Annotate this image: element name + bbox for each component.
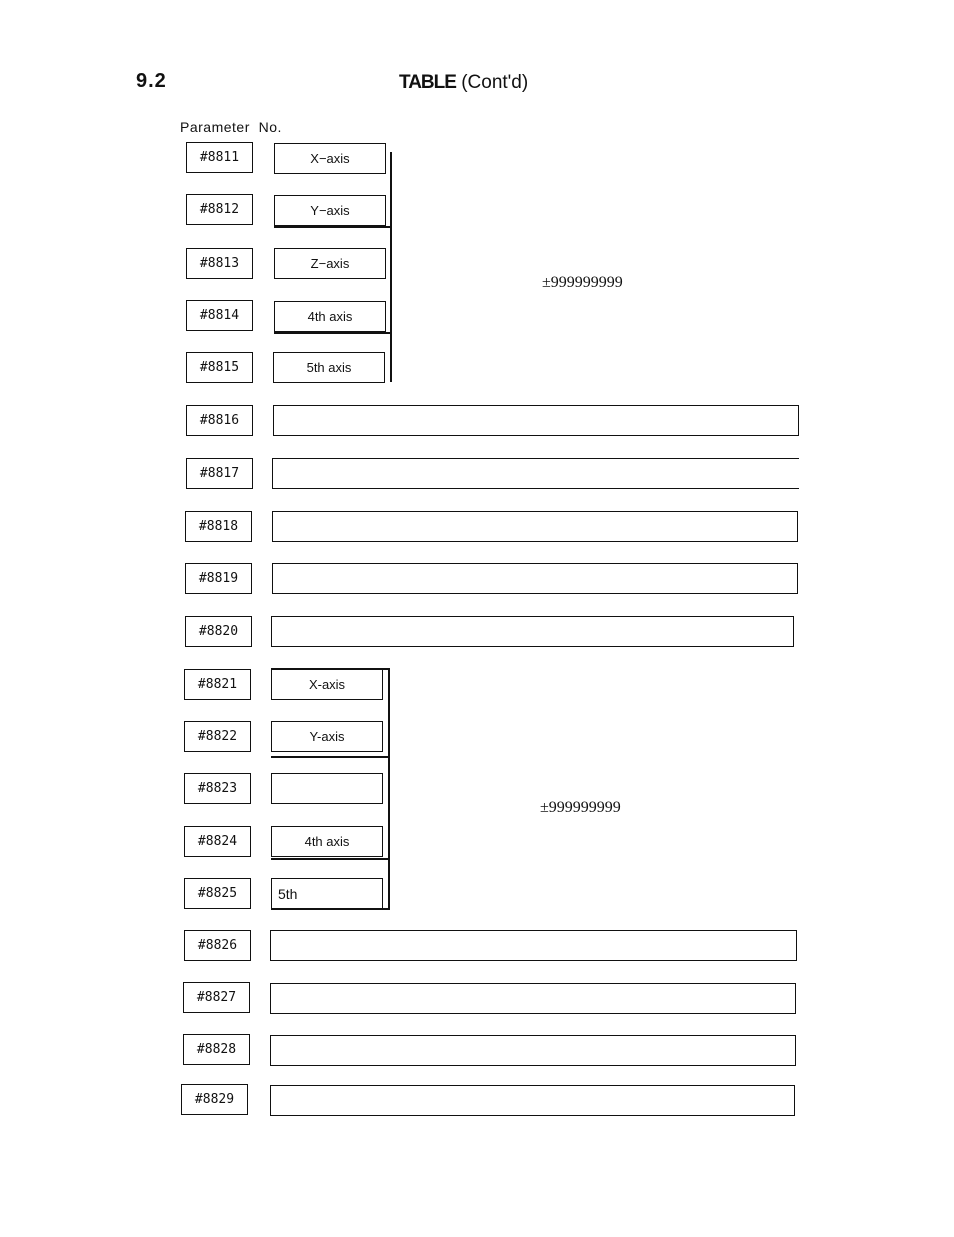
axis-z-box-2	[271, 773, 383, 804]
axis-4th-box: 4th axis	[274, 301, 386, 332]
value-box-8816	[273, 405, 799, 436]
param-8812: #8812	[186, 194, 253, 225]
group1-bracket	[390, 152, 392, 382]
axis-x-box: X−axis	[274, 143, 386, 174]
param-8819: #8819	[185, 563, 252, 594]
group2-bracket	[388, 668, 390, 910]
param-8828: #8828	[183, 1034, 250, 1065]
section-number: 9.2	[136, 70, 167, 92]
group2-bottom-line	[271, 908, 389, 910]
axis-y-box-2: Y-axis	[271, 721, 383, 752]
param-8826: #8826	[184, 930, 251, 961]
group1-divider	[274, 226, 391, 228]
parameter-number-label: Parameter No.	[180, 119, 282, 135]
param-8813: #8813	[186, 248, 253, 279]
param-8825: #8825	[184, 878, 251, 909]
group2-divider	[271, 756, 389, 758]
group2-top-line	[271, 668, 389, 670]
axis-5th-box: 5th axis	[273, 352, 385, 383]
title-contd: (Cont'd)	[455, 72, 529, 93]
param-8823: #8823	[184, 773, 251, 804]
range-text-1: ±999999999	[542, 274, 623, 291]
value-box-8826	[270, 930, 797, 961]
axis-5th-box-2: 5th	[271, 878, 383, 909]
axis-y-box: Y−axis	[274, 195, 386, 226]
group2-divider	[271, 858, 389, 860]
value-box-8819	[272, 563, 798, 594]
value-box-8827	[270, 983, 796, 1014]
range-text-2: ±999999999	[540, 799, 621, 816]
param-8818: #8818	[185, 511, 252, 542]
group1-divider	[274, 332, 391, 334]
value-box-8817	[272, 458, 799, 489]
param-8815: #8815	[186, 352, 253, 383]
param-8824: #8824	[184, 826, 251, 857]
axis-x-box-2: X-axis	[271, 669, 383, 700]
value-box-8818	[272, 511, 798, 542]
param-8820: #8820	[185, 616, 252, 647]
param-8817: #8817	[186, 458, 253, 489]
param-8821: #8821	[184, 669, 251, 700]
axis-4th-box-2: 4th axis	[271, 826, 383, 857]
param-8814: #8814	[186, 300, 253, 331]
axis-z-box: Z−axis	[274, 248, 386, 279]
value-box-8820	[271, 616, 794, 647]
param-8811: #8811	[186, 142, 253, 173]
param-8816: #8816	[186, 405, 253, 436]
param-8822: #8822	[184, 721, 251, 752]
value-box-8828	[270, 1035, 796, 1066]
param-8827: #8827	[183, 982, 250, 1013]
page-title	[399, 72, 528, 94]
value-box-8829	[270, 1085, 795, 1116]
title-table: TABLE	[399, 72, 456, 93]
param-8829: #8829	[181, 1084, 248, 1115]
